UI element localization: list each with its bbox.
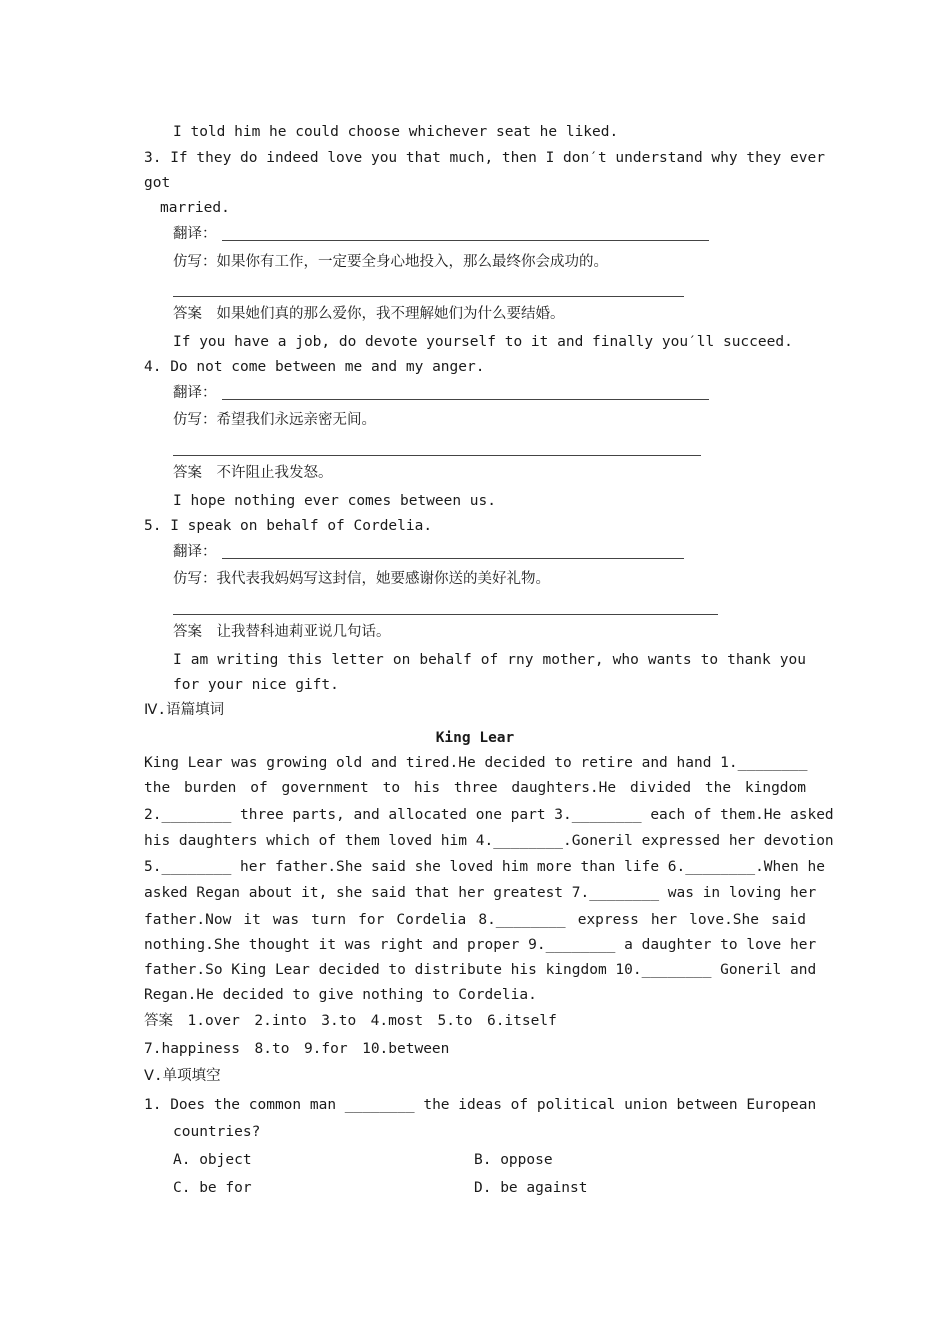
item3-answer-cn: 答案 如果她们真的那么爱你，我不理解她们为什么要结婚。	[173, 306, 565, 322]
item4-answer-cn: 答案 不许阻止我发怒。	[173, 465, 333, 481]
passage-line: asked Regan about it, she said that her greatest 7.________ was in loving her	[144, 885, 817, 901]
option-c: C. be for	[173, 1180, 252, 1196]
passage-title: King Lear	[435, 730, 515, 746]
passage-line: father.So King Lear decided to distribute his kingdom 10.________ Goneril and	[144, 962, 817, 978]
item3-sentence-line1: 3. If they do indeed love you that much, then I don′t understand why they ever	[144, 150, 825, 166]
item4-answer-en: I hope nothing ever comes between us.	[173, 493, 497, 509]
section4-answer-line1: 答案 1.over 2.into 3.to 4.most 5.to 6.itself	[144, 1013, 557, 1029]
passage-line: Regan.He decided to give nothing to Cordelia.	[144, 987, 537, 1003]
passage-line: the burden of government to his three daughters.He divided the kingdom	[144, 780, 806, 796]
passage-line: 5.________ her father.She said she loved him more than life 6.________.When he	[144, 859, 825, 875]
item3-imitate-prompt: 仿写：如果你有工作，一定要全身心地投入，那么最终你会成功的。	[173, 254, 608, 270]
option-b: B. oppose	[474, 1152, 553, 1168]
option-a: A. object	[173, 1152, 252, 1168]
question1-stem-line2: countries?	[173, 1124, 261, 1140]
item3-sentence-line2: got	[144, 175, 171, 191]
passage-line: nothing.She thought it was right and proper 9.________ a daughter to love her	[144, 937, 817, 953]
item4-translate-label: 翻译：	[173, 385, 217, 401]
item3-imitate-blank	[173, 296, 684, 297]
item3-answer-en: If you have a job, do devote yourself to it and finally you′ll succeed.	[173, 334, 793, 350]
section5-heading: Ⅴ.单项填空	[144, 1068, 221, 1084]
item2-answer-en: I told him he could choose whichever seat he liked.	[173, 124, 619, 140]
section4-heading: Ⅳ.语篇填词	[144, 702, 225, 718]
option-d: D. be against	[474, 1180, 588, 1196]
passage-line: his daughters which of them loved him 4.________.Goneril expressed her devotion	[144, 833, 834, 849]
item5-imitate-blank	[173, 614, 718, 615]
item3-sentence-line3: married.	[160, 200, 230, 216]
item4-imitate-prompt: 仿写：希望我们永远亲密无间。	[173, 412, 376, 428]
item3-translate-blank	[222, 240, 709, 241]
item5-answer-cn: 答案 让我替科迪莉亚说几句话。	[173, 624, 391, 640]
item3-translate-label: 翻译：	[173, 226, 217, 242]
item4-sentence: 4. Do not come between me and my anger.	[144, 359, 485, 375]
item5-translate-blank	[222, 558, 684, 559]
passage-line: father.Now it was turn for Cordelia 8.________ express her love.She said	[144, 912, 806, 928]
item5-imitate-prompt: 仿写：我代表我妈妈写这封信，她要感谢你送的美好礼物。	[173, 571, 550, 587]
question1-stem-line1: 1. Does the common man ________ the ideas of political union between European	[144, 1097, 817, 1113]
item5-translate-label: 翻译：	[173, 544, 217, 560]
item5-sentence: 5. I speak on behalf of Cordelia.	[144, 518, 433, 534]
item4-translate-blank	[222, 399, 709, 400]
passage-line: 2.________ three parts, and allocated one part 3.________ each of them.He asked	[144, 807, 834, 823]
item5-answer-en-line2: for your nice gift.	[173, 677, 339, 693]
item4-imitate-blank	[173, 455, 701, 456]
section4-answer-line2: 7.happiness 8.to 9.for 10.between	[144, 1041, 450, 1057]
item5-answer-en-line1: I am writing this letter on behalf of rny mother, who wants to thank you	[173, 652, 806, 668]
passage-line: King Lear was growing old and tired.He decided to retire and hand 1.________	[144, 755, 808, 771]
